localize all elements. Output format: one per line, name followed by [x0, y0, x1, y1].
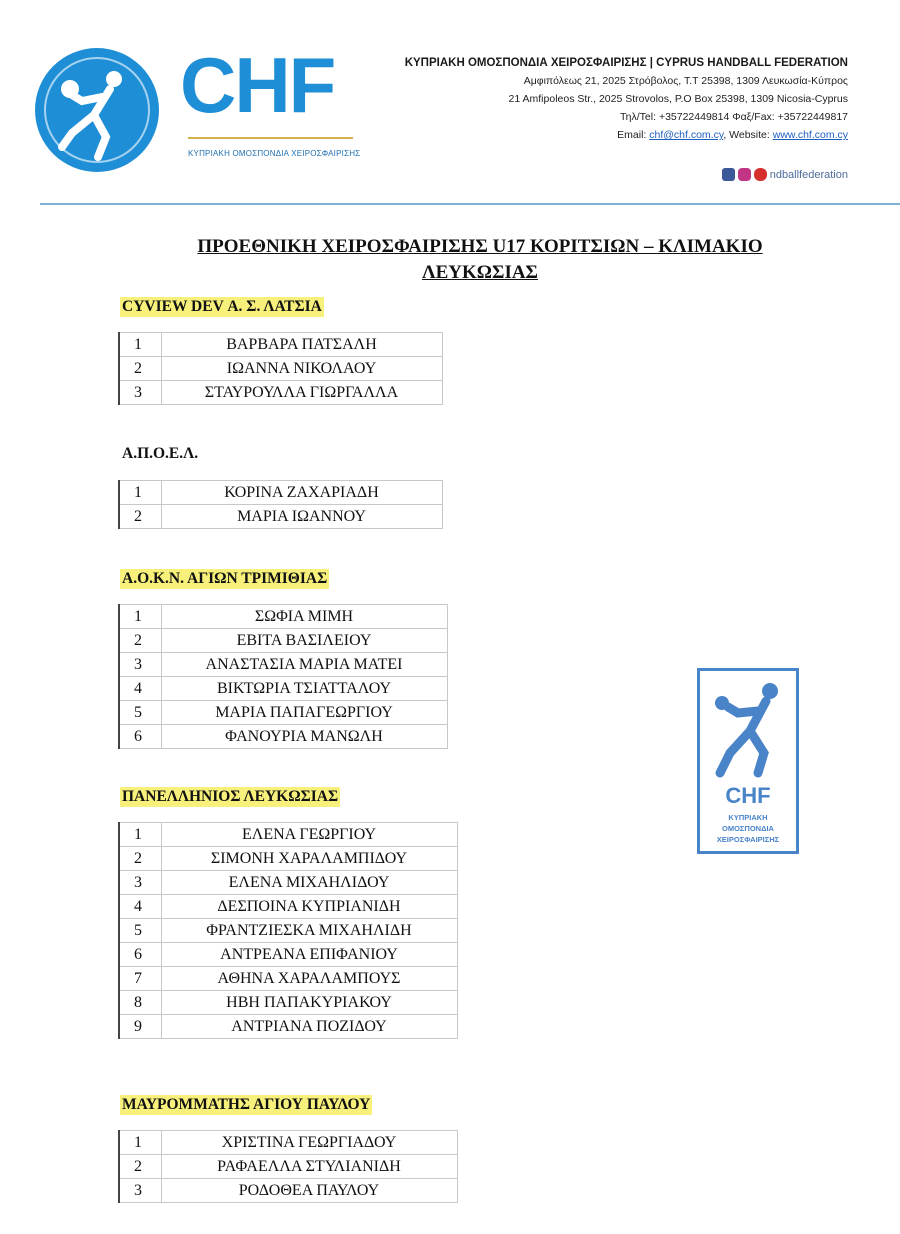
player-name: ΕΒΙΤΑ ΒΑΣΙΛΕΙΟΥ: [161, 629, 447, 653]
facebook-icon[interactable]: [722, 168, 735, 181]
player-number: 8: [119, 991, 161, 1015]
contact-block: [405, 54, 848, 144]
player-number: 5: [119, 701, 161, 725]
player-name: ΣΤΑΥΡΟΥΛΛΑ ΓΙΩΡΓΑΛΛΑ: [161, 381, 442, 405]
player-number: 1: [119, 1131, 161, 1155]
team-roster: [118, 604, 448, 749]
player-number: 1: [119, 823, 161, 847]
email-label: Email:: [617, 129, 650, 141]
player-number: 5: [119, 919, 161, 943]
stamp-line-2: ΟΜΟΣΠΟΝΔΙΑ: [722, 824, 774, 833]
table-row: [119, 333, 442, 357]
player-name: ΑΘΗΝΑ ΧΑΡΑΛΑΜΠΟΥΣ: [161, 967, 457, 991]
email-link[interactable]: chf@chf.com.cy: [649, 129, 724, 141]
player-number: 1: [119, 605, 161, 629]
table-row: [119, 701, 447, 725]
player-name: ΜΑΡΙΑ ΙΩΑΝΝΟΥ: [161, 505, 442, 529]
player-name: ΔΕΣΠΟΙΝΑ ΚΥΠΡΙΑΝΙΔΗ: [161, 895, 457, 919]
table-row: [119, 505, 442, 529]
player-name: ΒΑΡΒΑΡΑ ΠΑΤΣΑΛΗ: [161, 333, 442, 357]
player-name: ΕΛΕΝΑ ΓΕΩΡΓΙΟΥ: [161, 823, 457, 847]
player-number: 3: [119, 381, 161, 405]
table-row: [119, 895, 457, 919]
player-name: ΧΡΙΣΤΙΝΑ ΓΕΩΡΓΙΑΔΟΥ: [161, 1131, 457, 1155]
player-number: 2: [119, 505, 161, 529]
table-row: [119, 1179, 457, 1203]
chf-logo-text: CHF: [180, 41, 335, 129]
team-heading: ΠΑΝΕΛΛΗΝΙΟΣ ΛΕΥΚΩΣΙΑΣ: [122, 788, 339, 805]
logo-underline: [188, 137, 353, 139]
address-greek: Αμφιπόλεως 21, 2025 Στρόβολος, Τ.Τ 25398, 1309 Λευκωσία-Κύπρος: [523, 75, 848, 87]
email-website-line: [405, 126, 848, 144]
player-name: ΒΙΚΤΩΡΙΑ ΤΣΙΑΤΤΑΛΟΥ: [161, 677, 447, 701]
player-number: 2: [119, 1155, 161, 1179]
player-number: 6: [119, 725, 161, 749]
player-number: 4: [119, 895, 161, 919]
table-row: [119, 629, 447, 653]
phone-fax: Τηλ/Tel: +35722449814 Φαξ/Fax: +35722449817: [620, 111, 848, 123]
social-links: [722, 168, 848, 181]
title-line-1: ΠΡΟΕΘΝΙΚΗ ΧΕΙΡΟΣΦΑΙΡΙΣΗΣ U17 ΚΟΡΙΤΣΙΩΝ – ΚΛΙΜΑΚΙΟ: [197, 236, 763, 257]
document-title: [120, 234, 840, 286]
player-name: ΚΟΡΙΝΑ ΖΑΧΑΡΙΑΔΗ: [161, 481, 442, 505]
federation-stamp: [697, 668, 799, 854]
handball-player-stamp-icon: [700, 673, 796, 783]
player-name: ΦΡΑΝΤΖΙΕΣΚΑ ΜΙΧΑΗΛΙΔΗ: [161, 919, 457, 943]
player-number: 4: [119, 677, 161, 701]
player-number: 9: [119, 1015, 161, 1039]
team-heading: Α.Ο.Κ.Ν. ΑΓΙΩΝ ΤΡΙΜΙΘΙΑΣ: [122, 570, 328, 587]
table-row: [119, 653, 447, 677]
instagram-icon[interactable]: [738, 168, 751, 181]
table-row: [119, 357, 442, 381]
team-roster: [118, 332, 443, 405]
table-row: [119, 677, 447, 701]
team-heading: CYVIEW DEV Α. Σ. ΛΑΤΣΙΑ: [122, 298, 322, 315]
player-name: ΣΙΜΟΝΗ ΧΑΡΑΛΑΜΠΙΔΟΥ: [161, 847, 457, 871]
table-row: [119, 381, 442, 405]
table-row: [119, 991, 457, 1015]
table-row: [119, 823, 457, 847]
player-number: 1: [119, 333, 161, 357]
player-number: 7: [119, 967, 161, 991]
player-name: ΡΑΦΑΕΛΛΑ ΣΤΥΛΙΑΝΙΔΗ: [161, 1155, 457, 1179]
player-name: ΑΝΤΡΕΑΝΑ ΕΠΙΦΑΝΙΟΥ: [161, 943, 457, 967]
social-handle: ndballfederation: [769, 168, 848, 181]
table-row: [119, 1155, 457, 1179]
stamp-line-1: ΚΥΠΡΙΑΚΗ: [728, 813, 768, 822]
table-row: [119, 725, 447, 749]
handball-player-logo-icon: [32, 45, 162, 175]
player-number: 6: [119, 943, 161, 967]
team-roster: [118, 822, 458, 1039]
table-row: [119, 871, 457, 895]
header-divider: [40, 203, 900, 205]
chf-logo: [180, 41, 370, 160]
team-roster: [118, 1130, 458, 1203]
table-row: [119, 481, 442, 505]
federation-name: ΚΥΠΡΙΑΚΗ ΟΜΟΣΠΟΝΔΙΑ ΧΕΙΡΟΣΦΑΙΡΙΣΗΣ | CYPRUS HANDBALL FEDERATION: [404, 57, 848, 69]
player-name: ΗΒΗ ΠΑΠΑΚΥΡΙΑΚΟΥ: [161, 991, 457, 1015]
stamp-line-3: ΧΕΙΡΟΣΦΑΙΡΙΣΗΣ: [716, 835, 780, 844]
player-name: ΑΝΤΡΙΑΝΑ ΠΟΖΙΔΟΥ: [161, 1015, 457, 1039]
table-row: [119, 1131, 457, 1155]
table-row: [119, 1015, 457, 1039]
chf-logo-subtitle: ΚΥΠΡΙΑΚΗ ΟΜΟΣΠΟΝΔΙΑ ΧΕΙΡΟΣΦΑΙΡΙΣΗΣ: [188, 149, 361, 158]
website-link[interactable]: www.chf.com.cy: [772, 129, 848, 141]
title-line-2: ΛΕΥΚΩΣΙΑΣ: [422, 262, 538, 283]
table-row: [119, 605, 447, 629]
youtube-icon[interactable]: [754, 168, 767, 181]
player-name: ΑΝΑΣΤΑΣΙΑ ΜΑΡΙΑ ΜΑΤΕΙ: [161, 653, 447, 677]
player-name: ΕΛΕΝΑ ΜΙΧΑΗΛΙΔΟΥ: [161, 871, 457, 895]
address-english: 21 Amfipoleos Str., 2025 Strovolos, P.O Box 25398, 1309 Nicosia-Cyprus: [508, 93, 848, 105]
player-number: 1: [119, 481, 161, 505]
website-label: , Website:: [723, 129, 773, 141]
player-number: 2: [119, 357, 161, 381]
table-row: [119, 847, 457, 871]
player-name: ΜΑΡΙΑ ΠΑΠΑΓΕΩΡΓΙΟΥ: [161, 701, 447, 725]
player-number: 2: [119, 847, 161, 871]
table-row: [119, 919, 457, 943]
player-number: 2: [119, 629, 161, 653]
letterhead: [0, 0, 900, 210]
team-heading: Α.Π.Ο.Ε.Λ.: [122, 445, 199, 462]
player-name: ΣΩΦΙΑ ΜΙΜΗ: [161, 605, 447, 629]
stamp-chf-text: CHF: [725, 783, 771, 808]
player-number: 3: [119, 871, 161, 895]
team-roster: [118, 480, 443, 529]
team-heading: ΜΑΥΡΟΜΜΑΤΗΣ ΑΓΙΟΥ ΠΑΥΛΟΥ: [122, 1096, 371, 1113]
player-number: 3: [119, 1179, 161, 1203]
player-name: ΡΟΔΟΘΕΑ ΠΑΥΛΟΥ: [161, 1179, 457, 1203]
table-row: [119, 967, 457, 991]
player-name: ΙΩΑΝΝΑ ΝΙΚΟΛΑΟΥ: [161, 357, 442, 381]
table-row: [119, 943, 457, 967]
player-name: ΦΑΝΟΥΡΙΑ ΜΑΝΩΛΗ: [161, 725, 447, 749]
player-number: 3: [119, 653, 161, 677]
